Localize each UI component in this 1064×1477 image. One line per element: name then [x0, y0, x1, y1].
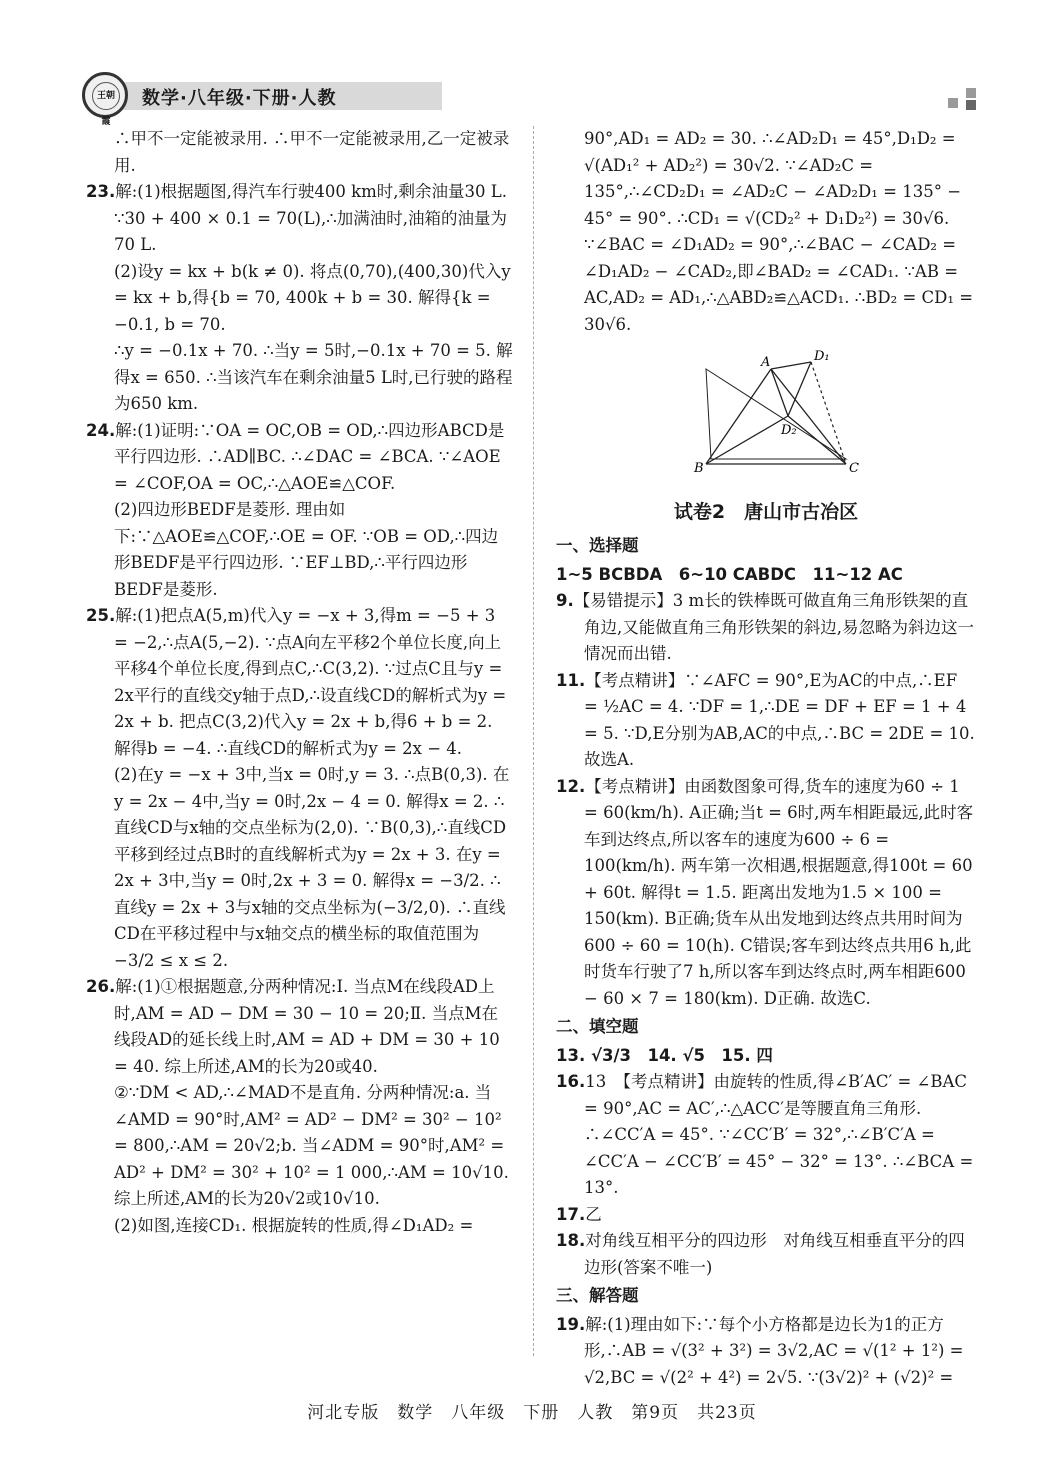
- continued-text: ∴甲不一定能被录用. ∴甲不一定能被录用,乙一定被录用.: [114, 129, 510, 175]
- solution-text: (2)在y = −x + 3中,当x = 0时,y = 3. ∴点B(0,3). 在y = 2x − 4中,当y = 0时,2x − 4 = 0. 解得x = 2. ∴直线CD与x轴的交点坐标为(2,0). ∵B(0,3),∴直线CD平移到经过点B时的直线解析式为y = 2x + 3. 在y = 2x + 3中,当y = 0时,2x + 3 = 0. 解得x = −3/2. ∴直线y = 2x + 3与x轴的交点坐标为(−3/2,0). ∴直线CD在平移过程中与x轴交点的横坐标的取值范围为−3/2 ≤ x ≤ 2.: [114, 765, 510, 970]
- solution-text: 【易错提示】3 m长的铁棒既可做直角三角形铁架的直角边,又能做直角三角形铁架的斜边,易忽略为斜边这一情况而出错.: [573, 591, 974, 663]
- solution-17: [556, 1202, 976, 1229]
- question-number: 25.: [86, 606, 116, 625]
- label-d2: D₂: [781, 423, 797, 438]
- segment-ab: [706, 369, 771, 464]
- column-divider: [533, 126, 534, 1356]
- continued-solution-26: 90°,AD₁ = AD₂ = 30. ∴∠AD₂D₁ = 45°,D₁D₂ = √(AD₁² + AD₂²) = 30√2. ∵∠AD₂C = 135°,∴∠CD₂D₁ = ∠AD₂C − ∠AD₂D₁ = 135° − 45° = 90°. ∴CD₁ = √(CD₂² + D₁D₂²) = 30√6. ∵∠BAC = ∠D₁AD₂ = 90°,∴∠BAC − ∠CAD₂ = ∠D₁AD₂ − ∠CAD₂,即∠BAD₂ = ∠CAD₁. ∵AB = AC,AD₂ = AD₁,∴△ABD₂≌△ACD₁. ∴BD₂ = CD₁ = 30√6.: [584, 129, 974, 334]
- section-answer: 三、解答题: [556, 1286, 639, 1305]
- segment-bd2: [706, 416, 788, 464]
- segment-ad1: [771, 362, 811, 369]
- solution-12: [556, 774, 976, 1013]
- left-column: [86, 126, 514, 1239]
- logo-text: 王朝霞: [92, 82, 120, 110]
- segment-ad2: [771, 369, 788, 416]
- solution-text: 【考点精讲】∵∠AFC = 90°,E为AC的中点,∴EF = ½AC = 4. ∵DF = 1,∴DE = DF + EF = 1 + 4 = 5. ∵D,E分别为AB,AC的中点,∴BC = 2DE = 10. 故选A.: [584, 670, 975, 769]
- page-footer: 河北专版 数学 八年级 下册 人教 第9页 共23页: [307, 1403, 757, 1423]
- question-number: 24.: [86, 420, 116, 440]
- solution-19: [556, 1312, 976, 1392]
- solution-text: ∴y = −0.1x + 70. ∴当y = 5时,−0.1x + 70 = 5. 解得x = 650. ∴当该汽车在剩余油量5 L时,已行驶的路程为650 km.: [114, 341, 513, 413]
- question-number: 11.: [556, 670, 586, 690]
- right-column: [556, 126, 976, 1391]
- solution-26: [86, 974, 514, 1080]
- label-d1: D₁: [814, 349, 830, 364]
- solution-9: [556, 588, 976, 668]
- solution-text: 解:(1)根据题图,得汽车行驶400 km时,剩余油量30 L. ∵30 + 400 × 0.1 = 70(L),∴加满油时,油箱的油量为70 L.: [114, 182, 507, 254]
- segment-ac: [771, 369, 846, 464]
- segment-d2c: [788, 416, 846, 464]
- question-number: 9.: [556, 591, 574, 610]
- solution-text: (2)如图,连接CD₁. 根据旋转的性质,得∠D₁AD₂ =: [114, 1215, 474, 1235]
- page-header: [82, 72, 982, 127]
- solution-text: 解:(1)证明:∵OA = OC,OB = OD,∴四边形ABCD是平行四边形. ∴AD∥BC. ∴∠DAC = ∠BCA. ∵∠AOE = ∠COF,OA = OC,∴△AOE≌△COF.: [114, 420, 505, 493]
- segment-d1d2: [788, 362, 811, 416]
- solution-18: [556, 1228, 976, 1281]
- label-a: A: [761, 355, 771, 370]
- publisher-logo: [82, 72, 128, 127]
- question-number: 16.: [556, 1072, 586, 1091]
- solution-11: [556, 668, 976, 774]
- question-number: 26.: [86, 977, 116, 996]
- question-number: 18.: [556, 1231, 586, 1250]
- section-choice: 一、选择题: [556, 536, 639, 555]
- geometry-figure: [556, 344, 976, 474]
- question-number: 12.: [556, 776, 586, 796]
- section-fill: 二、填空题: [556, 1017, 639, 1036]
- paper-title: 试卷2 唐山市古冶区: [673, 500, 859, 523]
- solution-text: 13 【考点精讲】由旋转的性质,得∠B′AC′ = ∠BAC = 90°,AC = AC′,∴△ACC′是等腰直角三角形. ∴∠CC′A = 45°. ∵∠CC′B′ = 32°,∴∠B′C′A = ∠CC′A − ∠CC′B′ = 45° − 32° = 13°. ∴∠BCA = 13°.: [584, 1072, 974, 1197]
- question-number: 23.: [86, 182, 116, 201]
- solution-text: 解:(1)理由如下:∵每个小方格都是边长为1的正方形,∴AB = √(3² + 3²) = 3√2,AC = √(1² + 1²) = √2,BC = √(2² + 4²) = 2√5. ∵(3√2)² + (√2)² =: [584, 1314, 964, 1387]
- question-number: 19.: [556, 1314, 586, 1334]
- solution-text: (2)四边形BEDF是菱形. 理由如下:∵△AOE≌△COF,∴OE = OF. ∵OB = OD,∴四边形BEDF是平行四边形. ∵EF⊥BD,∴平行四边形BEDF是菱形.: [114, 500, 499, 599]
- solution-text: 解:(1)①根据题意,分两种情况:Ⅰ. 当点M在线段AD上时,AM = AD − DM = 30 − 10 = 20;Ⅱ. 当点M在线段AD的延长线上时,AM = AD + DM = 30 + 10 = 40. 综上所述,AM的长为20或40.: [114, 977, 500, 1076]
- solution-text: 对角线互相平分的四边形 对角线互相垂直平分的四边形(答案不唯一): [584, 1231, 965, 1277]
- label-c: C: [849, 461, 859, 474]
- solution-24: [86, 418, 514, 498]
- solution-text: 【考点精讲】由函数图象可得,货车的速度为60 ÷ 1 = 60(km/h). A正确;当t = 6时,两车相距最远,此时客车到达终点,所以客车的速度为600 ÷ 6 = 100(km/h). 两车第一次相遇,根据题意,得100t = 60 + 60t. 解得t = 1.5. 距离出发地为1.5 × 100 = 150(km). B正确;货车从出发地到达终点共用时间为600 ÷ 60 = 10(h). C错误;客车到达终点共用6 h,此时货车行驶了7 h,所以客车到达终点时,两车相距600 − 60 × 7 = 180(km). D正确. 故选C.: [584, 776, 974, 1008]
- solution-text: ②∵DM < AD,∴∠MAD不是直角. 分两种情况:a. 当∠AMD = 90°时,AM² = AD² − DM² = 30² − 10² = 800,∴AM = 20√2;b. 当∠ADM = 90°时,AM² = AD² + DM² = 30² + 10² = 1 000,∴AM = 10√10. 综上所述,AM的长为20√2或10√10.: [114, 1083, 509, 1208]
- label-b: B: [694, 461, 704, 474]
- fill-answers: 13. √3/3 14. √5 15. 四: [556, 1045, 773, 1065]
- solution-text: 解:(1)把点A(5,m)代入y = −x + 3,得m = −5 + 3 = −2,∴点A(5,−2). ∵点A向左平移2个单位长度,向上平移4个单位长度,得到点C,∴C(3,2). ∵过点C且与y = 2x平行的直线交y轴于点D,∴设直线CD的解析式为y = 2x + b. 把点C(3,2)代入y = 2x + b,得6 + b = 2. 解得b = −4. ∴直线CD的解析式为y = 2x − 4.: [114, 606, 507, 758]
- solution-text: 乙: [585, 1204, 602, 1224]
- solution-25: [86, 603, 514, 762]
- solution-23: [86, 179, 514, 259]
- header-title: 数学·八年级·下册·人教: [142, 88, 337, 109]
- solution-16: [556, 1069, 976, 1202]
- question-number: 17.: [556, 1204, 586, 1224]
- choice-answers: 1~5 BCBDA 6~10 CABDC 11~12 AC: [556, 564, 903, 584]
- solution-text: (2)设y = kx + b(k ≠ 0). 将点(0,70),(400,30)代入y = kx + b,得{b = 70, 400k + b = 30. 解得{k = −0.1, b = 70.: [114, 261, 511, 334]
